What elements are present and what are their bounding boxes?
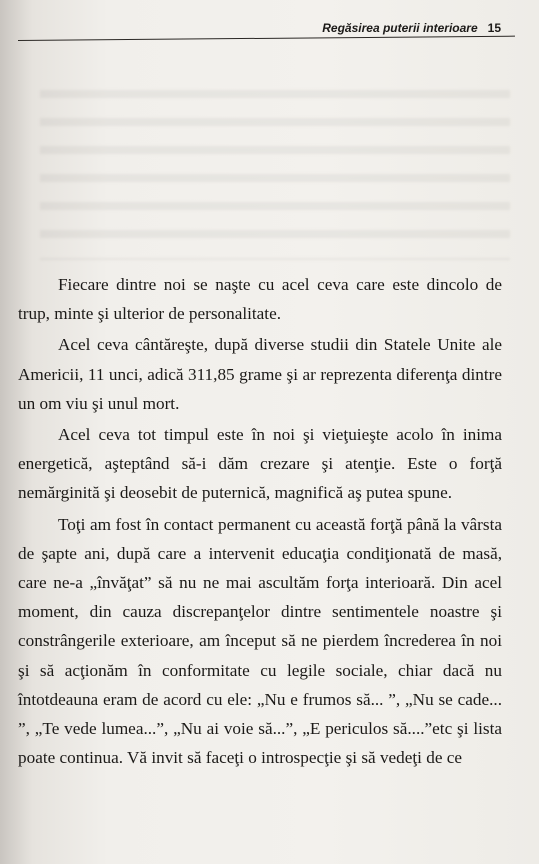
paragraph-1: Fiecare dintre noi se naşte cu acel ceva care este dincolo de trup, minte şi ulterior de personalitate. — [18, 275, 502, 324]
running-title: Regăsirea puterii interioare — [322, 21, 478, 35]
show-through-text — [40, 70, 510, 260]
running-header — [0, 21, 501, 35]
paragraph-4: Toţi am fost în contact permanent cu această forţă până la vârsta de şapte ani, după care a intervenit educaţia condiţionată de masă, care ne-a „învăţat” să nu ne mai ascultăm forţa interioară. Din acel moment, din cauza discrepanţelor dintre sentimentele noastre şi constrângerile exterioare, am început să ne pierdem încrederea în noi şi să acţionăm în conformitate cu legile sociale, chiar dacă nu întotdeauna eram de acord cu ele: „Nu e frumos să... ”, „Nu se cade... ”, „Te vede lumea...”, „Nu ai voie să...”, „E periculos să....”etc şi lista poate continua. Vă invit să faceţi o introspecţie şi să vedeţi de ce — [18, 514, 502, 768]
header-rule — [18, 36, 515, 41]
page-number: 15 — [487, 21, 501, 35]
body-text — [18, 270, 502, 774]
paragraph-2: Acel ceva cântăreşte, după diverse studii din Statele Unite ale Americii, 11 unci, adică 311,85 grame şi ar reprezenta diferenţa dintre un om viu şi unul mort. — [18, 335, 502, 413]
paragraph-3: Acel ceva tot timpul este în noi şi vieţuieşte acolo în inima energetică, aşteptând să-i dăm crezare şi atenţie. Este o forţă nemărginită şi deosebit de puternică, magnifică aş putea spune. — [18, 425, 502, 503]
